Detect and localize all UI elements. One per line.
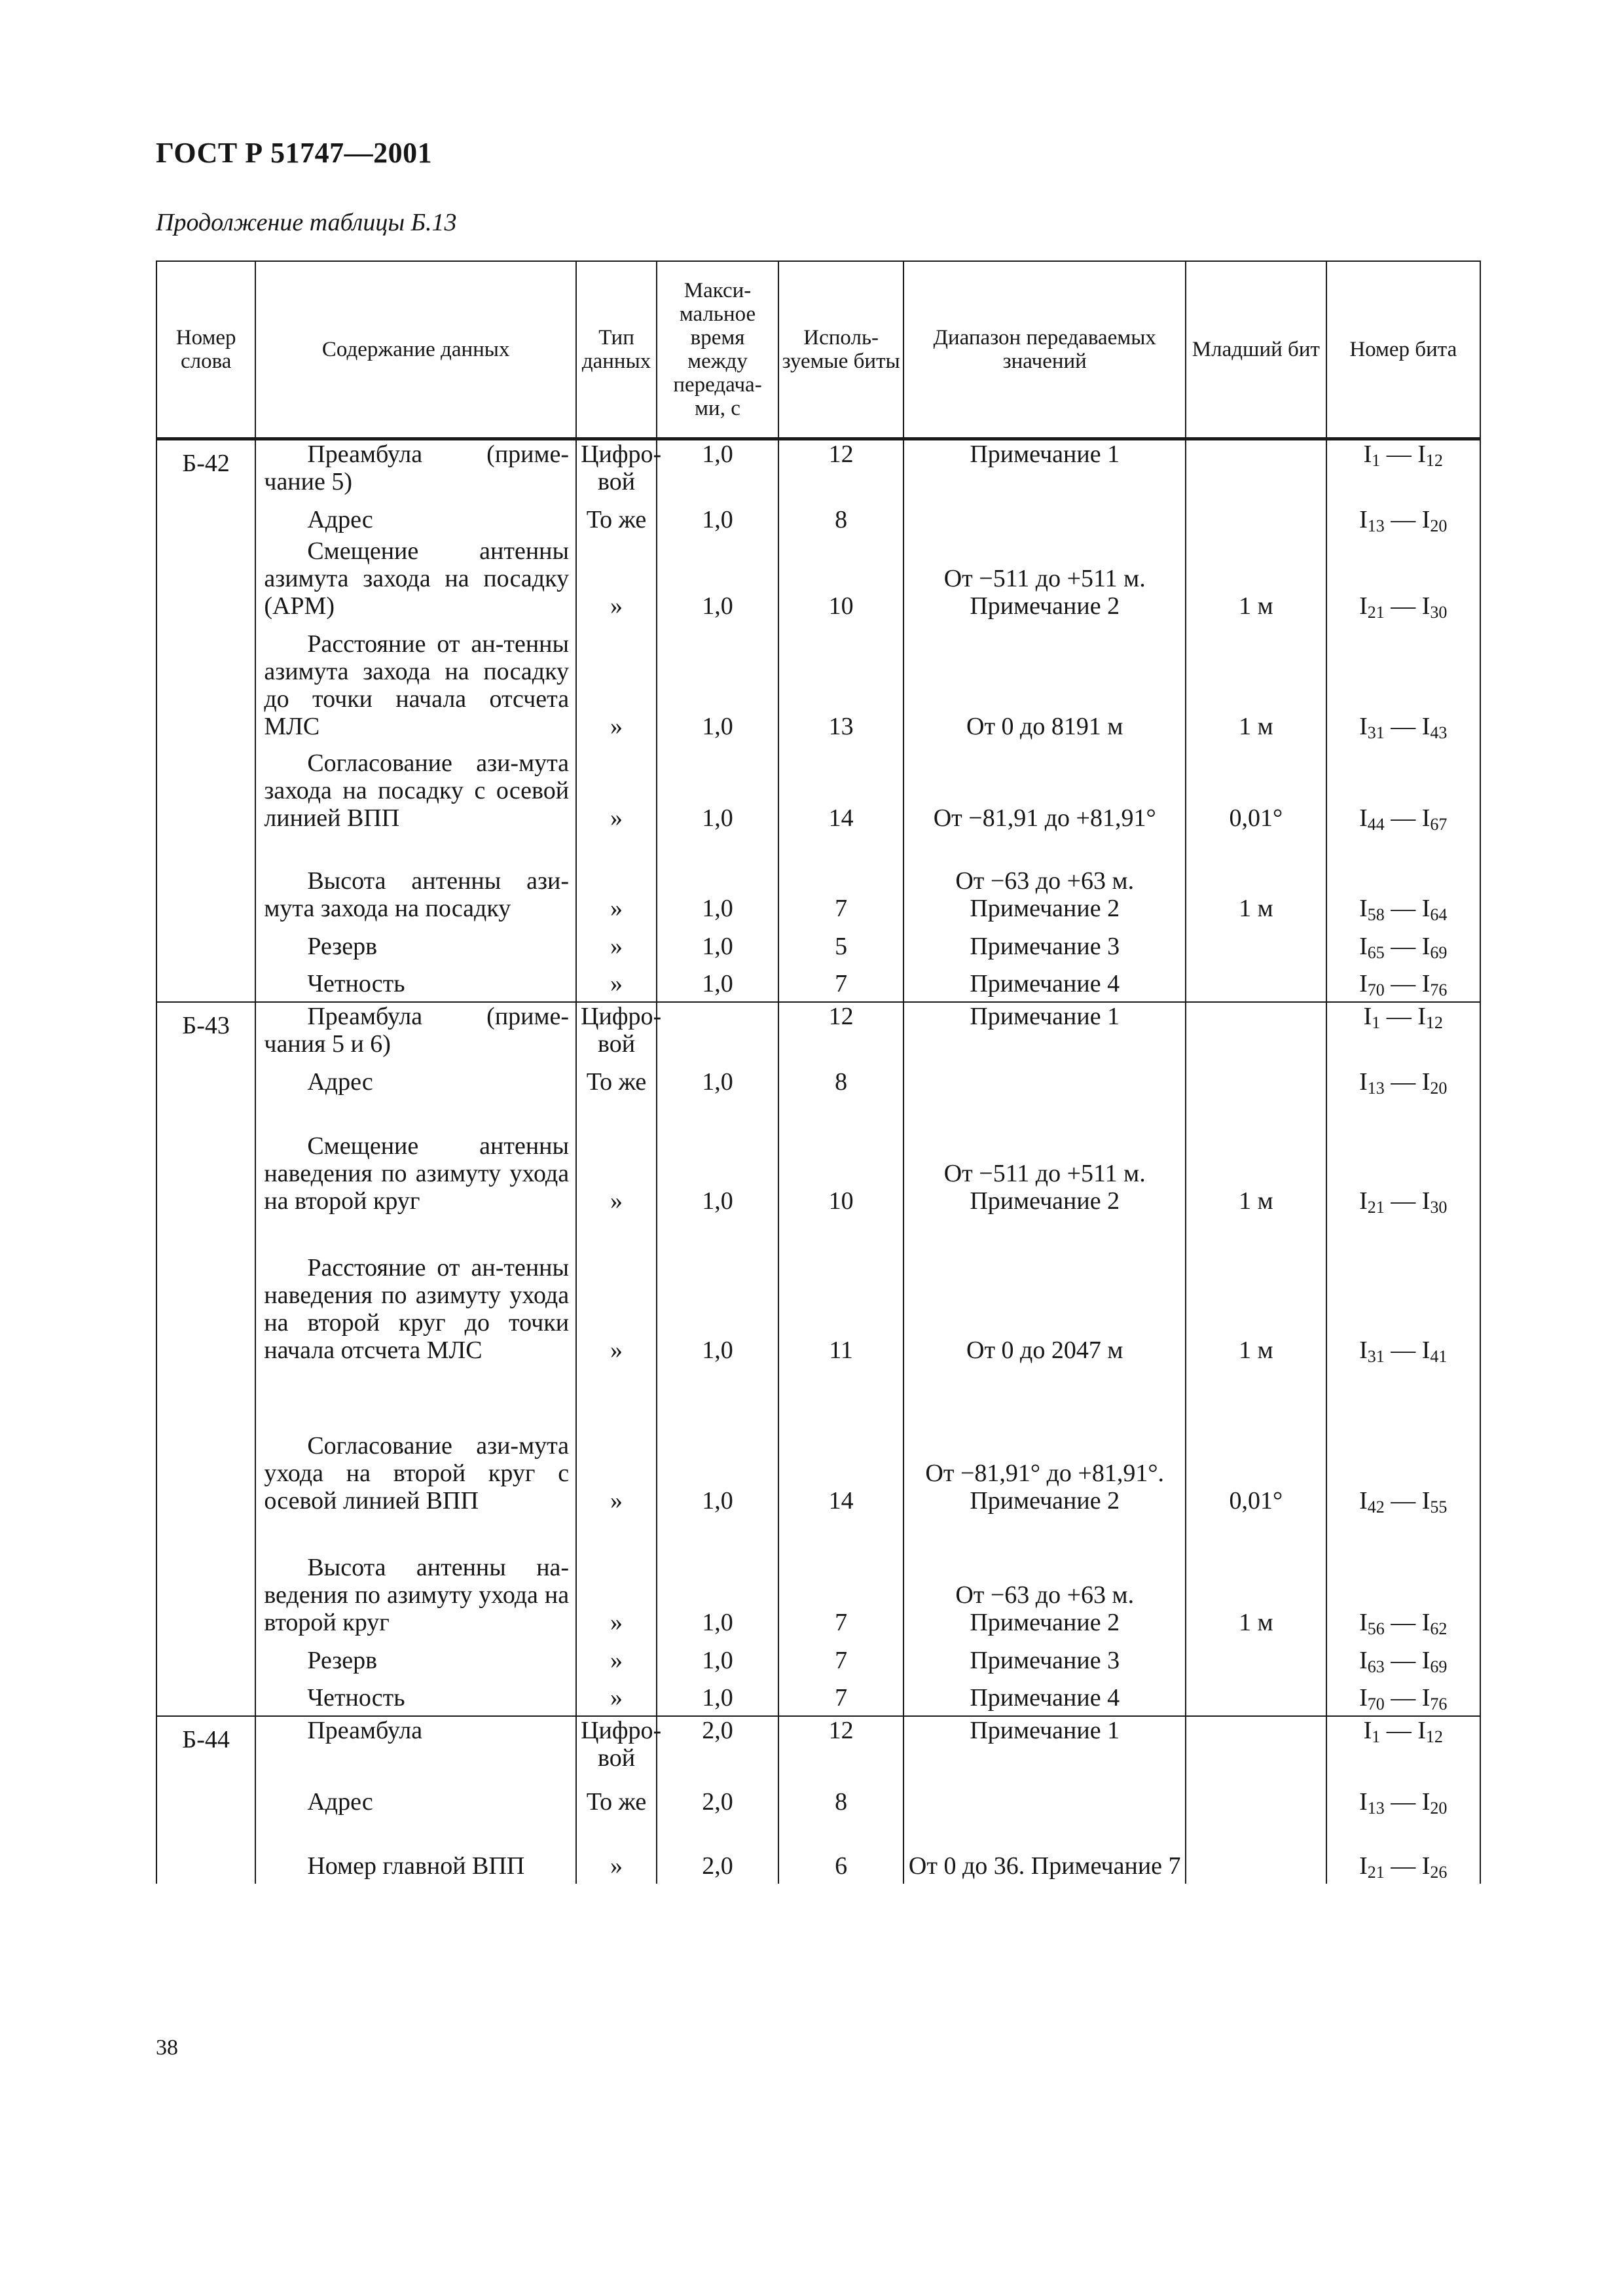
bit-from: 44 [1367,815,1385,834]
bit-number-cell: $I_{56}$ — $I_{62}$ [1326,1518,1480,1640]
column-header-time: Макси-мальное время между передача-ми, с [657,261,778,439]
table-row [156,1716,1480,1782]
data-type-cell: Цифро-вой [576,1716,657,1782]
bit-to: 30 [1430,603,1448,622]
table-row [156,1100,1480,1219]
lsb-cell [1186,499,1326,537]
bit-to: 69 [1430,1657,1448,1676]
data-type-cell: » [576,1368,657,1518]
value-range-cell: Примечание 1 [903,1716,1186,1782]
bit-number-cell: $I_1$ — $I_{12}$ [1326,439,1480,500]
lsb-cell [1186,964,1326,1002]
content-text: Адрес [307,506,373,533]
bit-number-cell: $I_{70}$ — $I_{76}$ [1326,1678,1480,1716]
value-range-cell: От 0 до 2047 м [903,1219,1186,1368]
max-time-cell: 1,0 [657,499,778,537]
max-time-cell: 1,0 [657,926,778,964]
bit-from: 1 [1372,1013,1381,1032]
column-header-content: Содержание данных [255,261,576,439]
content-cell [255,1782,576,1820]
data-type-cell: » [576,836,657,926]
max-time-cell: 2,0 [657,1820,778,1884]
used-bits-cell: 10 [778,537,903,624]
table-row [156,964,1480,1002]
bit-from: 13 [1367,1079,1385,1098]
table-row [156,1678,1480,1716]
data-type-cell: » [576,1678,657,1716]
max-time-cell: 1,0 [657,537,778,624]
column-header-lsb: Младший бит [1186,261,1326,439]
value-range-cell: Примечание 4 [903,964,1186,1002]
content-text: Четность [307,1684,405,1712]
value-range-cell: Примечание 3 [903,1640,1186,1678]
table-row [156,1518,1480,1640]
column-header-type: Тип данных [576,261,657,439]
content-text: Адрес [307,1788,373,1816]
value-range-cell [903,499,1186,537]
document-title: ГОСТ Р 51747—2001 [156,137,433,169]
word-number-cell: Б-43 [156,1002,255,1716]
used-bits-cell: 7 [778,836,903,926]
max-time-cell: 1,0 [657,439,778,500]
word-number-cell: Б-44 [156,1716,255,1884]
max-time-cell [657,1002,778,1062]
value-range-cell [903,1782,1186,1820]
bit-from: 1 [1372,1727,1381,1746]
value-range-cell: Примечание 1 [903,439,1186,500]
value-range-cell: От −63 до +63 м. Примечание 2 [903,836,1186,926]
word-number-cell: Б-42 [156,439,255,1003]
bit-to: 30 [1430,1198,1448,1217]
used-bits-cell: 8 [778,499,903,537]
lsb-cell [1186,1062,1326,1100]
bit-to: 67 [1430,815,1448,834]
bit-from: 31 [1367,723,1385,742]
value-range-cell: Примечание 4 [903,1678,1186,1716]
bit-from: 70 [1367,1695,1385,1713]
bit-from: 21 [1367,603,1385,622]
value-range-cell: От −511 до +511 м. Примечание 2 [903,1100,1186,1219]
column-header-word: Номер слова [156,261,255,439]
bit-to: 20 [1430,1799,1448,1818]
bit-number-cell: $I_{21}$ — $I_{26}$ [1326,1820,1480,1884]
content-text: Резерв [307,1647,378,1674]
content-text: Высота антенны ази-мута захода на посадку [264,867,570,922]
used-bits-cell: 10 [778,1100,903,1219]
max-time-cell: 1,0 [657,1518,778,1640]
content-cell [255,499,576,537]
content-cell [255,1368,576,1518]
used-bits-cell: 7 [778,1678,903,1716]
bit-number-cell: $I_{13}$ — $I_{20}$ [1326,499,1480,537]
content-text: Смещение антенны наведения по азимуту ухода на второй круг [264,1132,570,1215]
table-row [156,537,1480,624]
content-cell [255,1002,576,1062]
content-cell [255,537,576,624]
table-header-row [156,261,1480,439]
lsb-cell [1186,1002,1326,1062]
bit-to: 69 [1430,943,1448,962]
max-time-cell: 1,0 [657,624,778,744]
lsb-cell: 1 м [1186,1100,1326,1219]
value-range-cell: От −81,91° до +81,91°. Примечание 2 [903,1368,1186,1518]
table-row [156,499,1480,537]
table-row [156,1782,1480,1820]
data-type-cell: » [576,1820,657,1884]
content-cell [255,1640,576,1678]
bit-from: 21 [1367,1863,1385,1882]
used-bits-cell: 8 [778,1782,903,1820]
content-text: Четность [307,970,405,997]
bit-from: 63 [1367,1657,1385,1676]
data-type-cell: То же [576,499,657,537]
lsb-cell [1186,926,1326,964]
lsb-cell: 1 м [1186,1518,1326,1640]
data-type-cell: » [576,624,657,744]
used-bits-cell: 11 [778,1219,903,1368]
content-cell [255,964,576,1002]
bit-to: 55 [1430,1498,1448,1516]
value-range-cell: Примечание 3 [903,926,1186,964]
bit-to: 26 [1430,1863,1448,1882]
bit-from: 70 [1367,980,1385,999]
used-bits-cell: 14 [778,1368,903,1518]
lsb-cell: 1 м [1186,624,1326,744]
bit-number-cell: $I_{21}$ — $I_{30}$ [1326,1100,1480,1219]
bit-from: 42 [1367,1498,1385,1516]
content-text: Преамбула [307,1717,423,1744]
bit-from: 1 [1372,451,1381,470]
data-table-container [156,260,1481,1884]
data-table [156,260,1481,1884]
max-time-cell: 1,0 [657,1368,778,1518]
bit-from: 13 [1367,1799,1385,1818]
content-text: Расстояние от ан-тенны азимута захода на посадку до точки начала отсчета МЛС [264,630,570,740]
bit-to: 20 [1430,516,1448,535]
used-bits-cell: 13 [778,624,903,744]
max-time-cell: 1,0 [657,1219,778,1368]
used-bits-cell: 14 [778,744,903,836]
content-cell [255,926,576,964]
used-bits-cell: 7 [778,1518,903,1640]
content-cell [255,744,576,836]
table-row [156,1640,1480,1678]
content-cell [255,1716,576,1782]
lsb-cell [1186,1782,1326,1820]
bit-to: 43 [1430,723,1448,742]
bit-to: 20 [1430,1079,1448,1098]
used-bits-cell: 5 [778,926,903,964]
content-cell [255,624,576,744]
max-time-cell: 1,0 [657,964,778,1002]
content-cell [255,836,576,926]
table-row [156,624,1480,744]
content-cell [255,1678,576,1716]
content-cell [255,1518,576,1640]
value-range-cell: Примечание 1 [903,1002,1186,1062]
content-text: Преамбула (приме-чания 5 и 6) [264,1003,570,1058]
content-text: Номер главной ВПП [307,1852,525,1880]
bit-number-cell: $I_{63}$ — $I_{69}$ [1326,1640,1480,1678]
value-range-cell: От −511 до +511 м. Примечание 2 [903,537,1186,624]
max-time-cell: 1,0 [657,1062,778,1100]
max-time-cell: 2,0 [657,1782,778,1820]
used-bits-cell: 6 [778,1820,903,1884]
data-type-cell: » [576,1518,657,1640]
content-cell [255,1820,576,1884]
bit-to: 12 [1425,451,1443,470]
bit-to: 41 [1430,1347,1448,1366]
bit-number-cell: $I_{65}$ — $I_{69}$ [1326,926,1480,964]
used-bits-cell: 12 [778,1716,903,1782]
data-type-cell: » [576,1640,657,1678]
bit-from: 58 [1367,905,1385,924]
data-type-cell: » [576,964,657,1002]
bit-from: 65 [1367,943,1385,962]
bit-number-cell: $I_{13}$ — $I_{20}$ [1326,1062,1480,1100]
table-caption: Продолжение таблицы Б.13 [156,209,457,236]
table-row [156,926,1480,964]
bit-number-cell: $I_{13}$ — $I_{20}$ [1326,1782,1480,1820]
bit-from: 31 [1367,1347,1385,1366]
bit-number-cell: $I_{31}$ — $I_{43}$ [1326,624,1480,744]
column-header-bits: Исполь-зуемые биты [778,261,903,439]
bit-number-cell: $I_1$ — $I_{12}$ [1326,1716,1480,1782]
used-bits-cell: 8 [778,1062,903,1100]
used-bits-cell: 12 [778,439,903,500]
table-row [156,1368,1480,1518]
content-text: Преамбула (приме-чание 5) [264,440,570,495]
bit-number-cell: $I_1$ — $I_{12}$ [1326,1002,1480,1062]
data-type-cell: Цифро-вой [576,1002,657,1062]
value-range-cell: От −63 до +63 м. Примечание 2 [903,1518,1186,1640]
bit-number-cell: $I_{44}$ — $I_{67}$ [1326,744,1480,836]
content-cell [255,1062,576,1100]
table-row [156,836,1480,926]
data-type-cell: То же [576,1782,657,1820]
lsb-cell: 0,01° [1186,744,1326,836]
bit-number-cell: $I_{42}$ — $I_{55}$ [1326,1368,1480,1518]
bit-to: 76 [1430,1695,1448,1713]
value-range-cell: От 0 до 36. Примечание 7 [903,1820,1186,1884]
data-type-cell: То же [576,1062,657,1100]
lsb-cell [1186,439,1326,500]
bit-number-cell: $I_{21}$ — $I_{30}$ [1326,537,1480,624]
column-header-range: Диапазон передаваемых значений [903,261,1186,439]
bit-from: 56 [1367,1619,1385,1638]
content-cell [255,1219,576,1368]
content-cell [255,439,576,500]
lsb-cell [1186,1716,1326,1782]
data-type-cell: » [576,1100,657,1219]
max-time-cell: 1,0 [657,1640,778,1678]
data-type-cell: » [576,926,657,964]
value-range-cell: От −81,91 до +81,91° [903,744,1186,836]
used-bits-cell: 7 [778,964,903,1002]
lsb-cell [1186,1678,1326,1716]
bit-to: 62 [1430,1619,1448,1638]
content-text: Высота антенны на-ведения по азимуту ухода на второй круг [264,1554,570,1636]
max-time-cell: 1,0 [657,744,778,836]
value-range-cell: От 0 до 8191 м [903,624,1186,744]
lsb-cell: 1 м [1186,836,1326,926]
content-text: Согласование ази-мута захода на посадку с осевой линией ВПП [264,749,570,832]
used-bits-cell: 12 [778,1002,903,1062]
bit-from: 21 [1367,1198,1385,1217]
max-time-cell: 1,0 [657,1678,778,1716]
column-header-bit-number: Номер бита [1326,261,1480,439]
lsb-cell: 0,01° [1186,1368,1326,1518]
lsb-cell: 1 м [1186,1219,1326,1368]
content-text: Согласование ази-мута ухода на второй круг с осевой линией ВПП [264,1432,570,1515]
content-cell [255,1100,576,1219]
max-time-cell: 2,0 [657,1716,778,1782]
bit-to: 12 [1425,1013,1443,1032]
data-type-cell: » [576,1219,657,1368]
bit-to: 12 [1425,1727,1443,1746]
table-row [156,1062,1480,1100]
lsb-cell [1186,1820,1326,1884]
content-text: Резерв [307,933,378,960]
table-row [156,744,1480,836]
data-type-cell: Цифро-вой [576,439,657,500]
content-text: Адрес [307,1068,373,1096]
max-time-cell: 1,0 [657,1100,778,1219]
content-text: Расстояние от ан-тенны наведения по азимуту ухода на второй круг до точки начала отсчета МЛС [264,1254,570,1364]
value-range-cell [903,1062,1186,1100]
bit-number-cell: $I_{31}$ — $I_{41}$ [1326,1219,1480,1368]
table-row [156,1002,1480,1062]
lsb-cell: 1 м [1186,537,1326,624]
bit-number-cell: $I_{70}$ — $I_{76}$ [1326,964,1480,1002]
used-bits-cell: 7 [778,1640,903,1678]
bit-from: 13 [1367,516,1385,535]
max-time-cell: 1,0 [657,836,778,926]
table-row [156,439,1480,500]
table-row [156,1219,1480,1368]
content-text: Смещение антенны азимута захода на посадку (APM) [264,537,570,620]
data-type-cell: » [576,744,657,836]
page-number: 38 [156,2036,178,2060]
bit-to: 76 [1430,980,1448,999]
table-body [156,439,1480,1884]
table-row [156,1820,1480,1884]
lsb-cell [1186,1640,1326,1678]
bit-to: 64 [1430,905,1448,924]
bit-number-cell: $I_{58}$ — $I_{64}$ [1326,836,1480,926]
data-type-cell: » [576,537,657,624]
